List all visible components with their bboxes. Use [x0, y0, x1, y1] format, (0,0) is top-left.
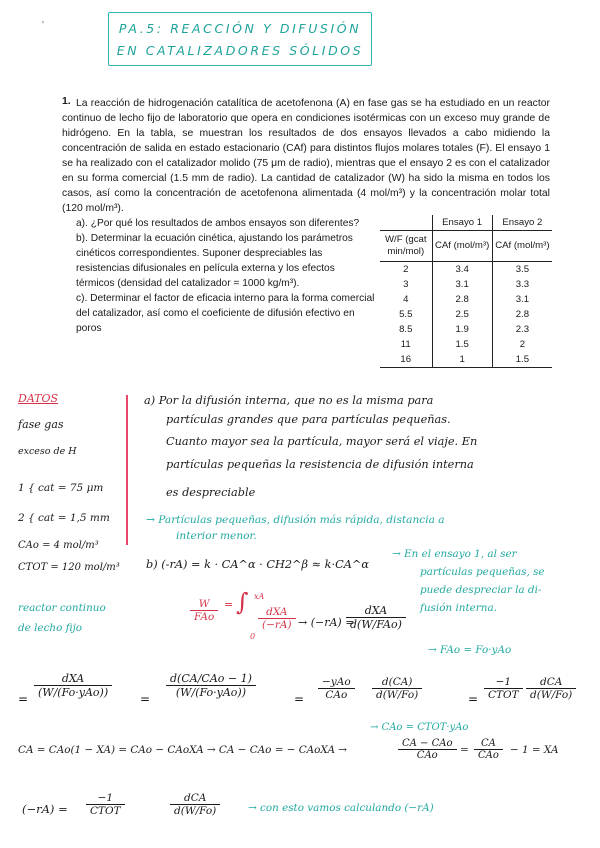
note-fixed-bed-1: reactor continuo: [18, 602, 106, 614]
table-cell: 3.4: [432, 262, 492, 278]
answer-a-line-4: partículas pequeñas la resistencia de difusión interna: [166, 458, 474, 471]
eq-d-w-fo-2: d(W/Fo): [530, 689, 573, 701]
table-cell: 2.8: [432, 292, 492, 307]
eq-integral-upper: xA: [254, 592, 265, 601]
eq-ca-cao-minus-1: d(CA/CAo − 1): [166, 672, 256, 686]
eq-d-w-fo: d(W/Fo): [376, 689, 419, 701]
table-cell: 8.5: [399, 324, 413, 335]
eq-cao: CAo: [325, 689, 348, 701]
eq-neg1-over-ctot: [484, 676, 523, 701]
note-final: → con esto vamos calculando (−rA): [248, 802, 434, 814]
margin-mark: ': [42, 20, 44, 31]
eq-dca-over-d-w-fo: [526, 676, 576, 701]
table-cell: 3.1: [492, 292, 552, 307]
table-cell: 3: [403, 279, 409, 290]
eq-fao: FAo: [194, 611, 215, 623]
eq-dcacao-over-dw: [166, 672, 256, 699]
eq-d-w-fao: d(W/FAo): [350, 618, 402, 631]
eq-w-fo-yao: (W/(Fo·yAo)): [38, 686, 109, 699]
answer-b-teal-3: puede despreciar la di-: [420, 584, 542, 596]
eq-cao-den: CAo: [416, 750, 438, 761]
table-cell: 1.5: [432, 337, 492, 352]
table-cell: 2.3: [492, 322, 552, 337]
table-cell: 3.1: [432, 277, 492, 292]
group-header-ensayo-2: Ensayo 2: [492, 215, 552, 231]
table-cell: 2: [403, 264, 409, 275]
eq-ca-num: CA: [474, 738, 503, 750]
table-cell: 11: [400, 339, 411, 350]
eq-neg-one: −1: [484, 676, 523, 689]
eq-final-ctot: CTOT: [90, 805, 121, 817]
eq-dxa-over-dwfao: [346, 604, 406, 631]
table-row: [380, 307, 552, 322]
eq-w-over-fao: [190, 598, 218, 623]
eq-dxa-over-dw: [34, 672, 112, 699]
table-cell: 3.5: [492, 262, 552, 278]
eq-dxa: dXA: [258, 606, 296, 619]
table-cell: 3.3: [492, 277, 552, 292]
eq-final-ra: (−rA) =: [22, 802, 68, 816]
data-table: [380, 215, 552, 368]
table-row: [380, 322, 552, 337]
table-row: [380, 337, 552, 352]
eq-dca: dCA: [526, 676, 576, 689]
note-cat-2: 2 { cat = 1,5 mm: [18, 512, 110, 524]
group-header-ensayo-1: Ensayo 1: [432, 215, 492, 231]
eq-arrow-ra: → (−rA) =: [298, 616, 355, 629]
eq-dca-over-dwfo: [372, 676, 422, 701]
eq-w-fo-yao-2: (W/(Fo·yAo)): [175, 686, 246, 699]
eq-final-dca-over-dwfo: [170, 792, 220, 817]
col-header-wf: W/F (gcat min/mol): [380, 231, 432, 262]
answer-a-line-3: Cuanto mayor sea la partícula, mayor será el viaje. En: [166, 435, 478, 448]
eq-neg-yao-over-cao: [318, 676, 355, 701]
answer-b-teal-2: partículas pequeñas, se: [420, 566, 545, 578]
datos-label: DATOS: [18, 392, 59, 405]
eq-neg-ra: (−rA): [262, 619, 292, 631]
answer-b-teal-1: → En el ensayo 1, al ser: [392, 548, 517, 560]
answer-a-line-5: es despreciable: [166, 486, 256, 499]
note-fase-gas: fase gas: [18, 418, 64, 431]
problem-text: La reacción de hidrogenación catalítica de acetofenona (A) en fase gas se ha estudiado en un reactor continuo de lecho fijo de laboratorio que opera en condiciones isotérmicas con un exceso muy grande de hidrógeno. En la tabla, se muestran los resultados de dos ensayos llevados a cabo midiendo la concentración de salida en estado estacionario (CAf) para distintos flujos molares totales (F). El ensayo 1 se ha realizado con el catalizador molido (75 μm de radio), mientras que el ensayo 2 es con el catalizador en su forma comercial (1.5 mm de radio). La cantidad de catalizador (W) ha sido la misma en todos los casos, así como la concentración de acetofenona alimentada (4 mol/m³) y la concentración molar total (120 mol/m³).: [62, 98, 550, 214]
title-line-2: EN CATALIZADORES SÓLIDOS: [116, 43, 364, 58]
eq-final-d-w-fo: d(W/Fo): [174, 805, 217, 817]
table-row: [380, 352, 552, 368]
eq-ca-conversion: CA = CAo(1 − XA) = CAo − CAoXA → CA − CAo = − CAoXA →: [18, 744, 347, 756]
table-cell: 2: [492, 337, 552, 352]
col-header-caf-2: CAf (mol/m³): [492, 231, 552, 262]
note-cat-1: 1 { cat = 75 μm: [18, 482, 104, 494]
questions: [76, 216, 376, 336]
answer-a-teal-2: interior menor.: [176, 530, 257, 542]
answer-a-line-2: partículas grandes que para partículas pequeñas.: [166, 413, 451, 426]
eq-ca-over-cao: [474, 738, 503, 761]
eq-dxa-over-ra: [258, 606, 296, 631]
answer-a-teal-1: → Partículas pequeñas, difusión más rápida, distancia a: [146, 514, 445, 526]
eq-equals-2: =: [18, 692, 29, 706]
problem-number: 1.: [62, 96, 71, 107]
eq-ca-cao-num: CA − CAo: [398, 738, 457, 750]
answer-b-rate-law: b) (-rA) = k · CA^α · CH2^β ≈ k·CA^α: [146, 558, 370, 571]
eq-ca-minus-cao-over-cao: [398, 738, 457, 761]
eq-final-dca: dCA: [170, 792, 220, 805]
eq-equals-5: =: [468, 692, 479, 706]
eq-ctot: CTOT: [488, 689, 519, 701]
col-header-caf-1: CAf (mol/m³): [432, 231, 492, 262]
note-fao: → FAo = Fo·yAo: [428, 644, 512, 656]
note-fixed-bed-2: de lecho fijo: [18, 622, 83, 634]
table-cell: 2.5: [432, 307, 492, 322]
eq-integral-lower: 0: [250, 632, 256, 641]
eq-equals-4: =: [294, 692, 305, 706]
question-b: b). Determinar la ecuación cinética, ajustando los parámetros cinéticos correspondientes. Suponer despreciables las resistencias difusionales en película externa y los efectos térmicos (densidad del catalizador = 1000 kg/m³).: [76, 233, 353, 289]
table-column-header-row: [380, 231, 552, 262]
eq-w: W: [190, 598, 218, 611]
eq-cao-den-2: CAo: [478, 750, 499, 761]
table-cell: 2.8: [492, 307, 552, 322]
table-cell: 16: [380, 352, 432, 368]
title-box: [108, 12, 372, 66]
table-row: [380, 292, 552, 307]
eq-final-neg1-over-ctot: [86, 792, 125, 817]
note-cao-ctot: → CAo = CTOT·yAo: [370, 722, 469, 733]
table-cell: 1.9: [432, 322, 492, 337]
title-line-1: PA.5: REACCIÓN Y DIFUSIÓN: [118, 21, 362, 36]
eq-dxa-2: dXA: [346, 604, 406, 618]
note-cao: CAo = 4 mol/m³: [18, 540, 99, 551]
eq-integral: ∫: [236, 588, 249, 616]
question-a: a). ¿Por qué los resultados de ambos ensayos son diferentes?: [76, 218, 360, 229]
table-cell: 4: [403, 294, 409, 305]
problem-statement: [62, 96, 550, 216]
eq-dca-ratio: d(CA): [372, 676, 422, 689]
eq-equals-6: =: [460, 744, 469, 756]
note-exceso: exceso de H: [18, 446, 77, 457]
eq-neg-yao: −yAo: [318, 676, 355, 689]
table-row: [380, 262, 552, 278]
eq-equals-1: =: [224, 598, 234, 611]
eq-equals-3: =: [140, 692, 151, 706]
table-cell: 1: [432, 352, 492, 368]
notes-divider: [126, 395, 128, 545]
answer-a-line-1: a) Por la difusión interna, que no es la misma para: [144, 394, 434, 407]
table-cell: 5.5: [399, 309, 413, 320]
answer-b-teal-4: fusión interna.: [420, 602, 497, 614]
table-row: [380, 277, 552, 292]
eq-final-neg-one: −1: [86, 792, 125, 805]
eq-dxa-3: dXA: [34, 672, 112, 686]
question-c: c). Determinar el factor de eficacia interno para la forma comercial del catalizador, así como el coeficiente de difusión efectivo en poros: [76, 293, 375, 334]
eq-ca-result: − 1 = XA: [510, 744, 559, 756]
table-cell: 1.5: [492, 352, 552, 368]
table-group-header-row: [380, 215, 552, 231]
note-ctot: CTOT = 120 mol/m³: [18, 562, 120, 573]
